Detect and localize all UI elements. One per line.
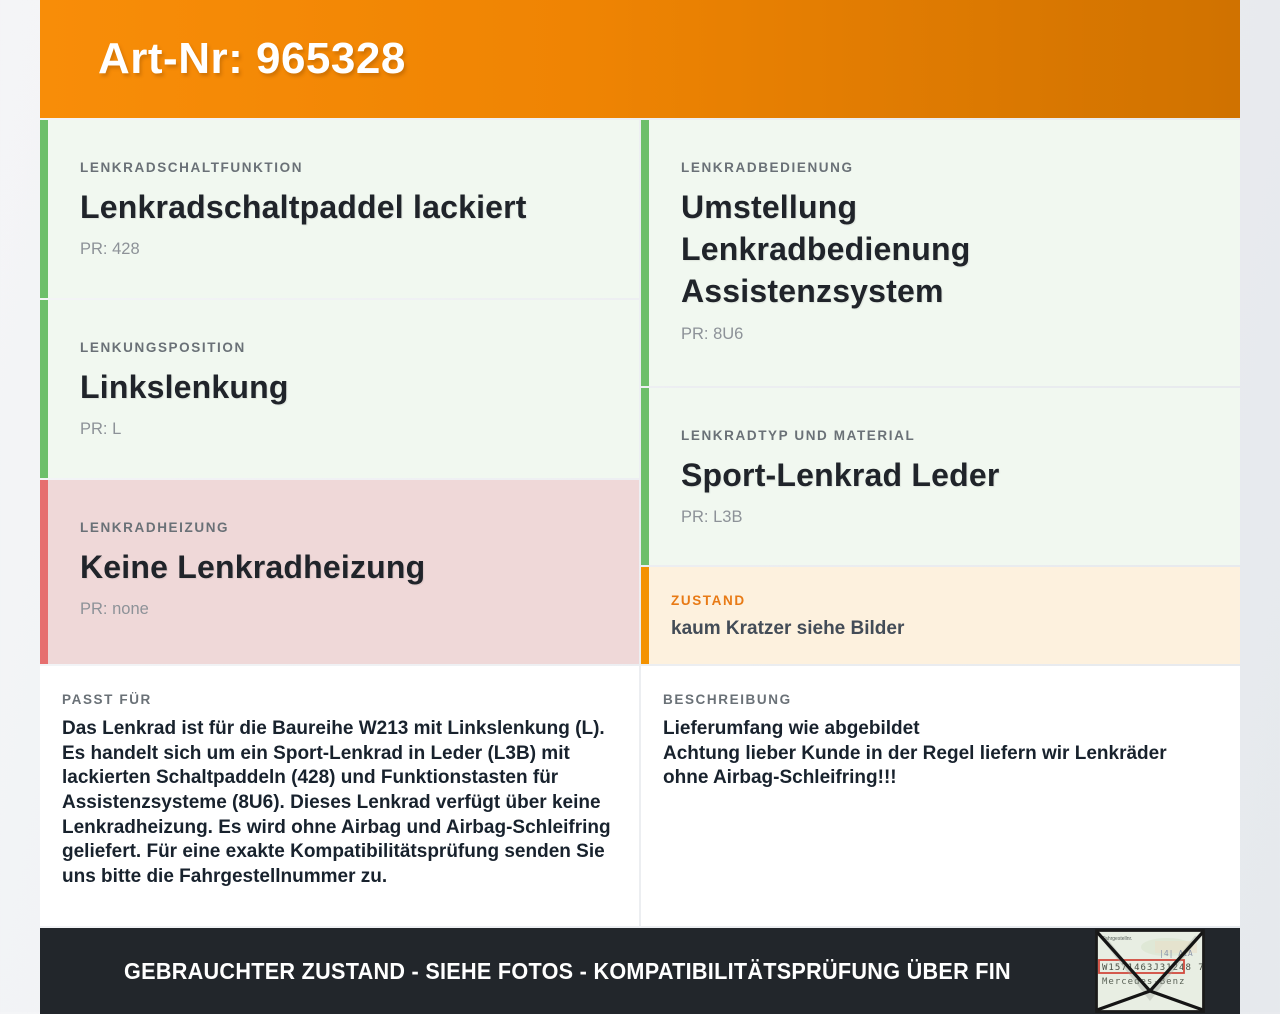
footer-notice: GEBRAUCHTER ZUSTAND - SIEHE FOTOS - KOMPATIBILITÄTSPRÜFUNG ÜBER FIN [124, 957, 1011, 984]
right-column [641, 120, 1240, 926]
listing-page [40, 0, 1240, 1014]
card-label: LENKRADBEDIENUNG [681, 160, 854, 175]
card-label: LENKUNGSPOSITION [80, 340, 246, 355]
card-title: Keine Lenkradheizung [80, 549, 426, 585]
card-label: BESCHREIBUNG [663, 692, 792, 707]
pr-code: PR: L [80, 420, 122, 439]
card-label: ZUSTAND [671, 593, 746, 608]
card-title: Sport-Lenkrad Leder [681, 457, 1000, 493]
card-label: PASST FÜR [62, 692, 152, 707]
description-line: Lieferumfang wie abgebildet [663, 718, 920, 739]
card-title: Lenkradschaltpaddel lackiert [80, 189, 527, 225]
left-column [40, 120, 639, 926]
svg-text:Mercedes-Benz: Mercedes-Benz [1102, 977, 1186, 987]
pr-code: PR: 428 [80, 240, 140, 259]
card-title: Umstellung Lenkradbedienung Assistenzsystem [681, 189, 971, 310]
card-lenkradheizung [40, 480, 639, 664]
header-banner [40, 0, 1240, 118]
envelope-icon [1095, 929, 1205, 1013]
card-label: LENKRADHEIZUNG [80, 520, 230, 535]
svg-text:|4| AiA: |4| AiA [1159, 949, 1193, 958]
pr-code: PR: L3B [681, 508, 743, 527]
card-lenkungsposition [40, 300, 639, 478]
card-passt-fuer [40, 666, 639, 926]
footer-bar [40, 928, 1240, 1014]
card-lenkradschaltfunktion [40, 120, 639, 298]
condition-text: kaum Kratzer siehe Bilder [671, 618, 905, 639]
description-line: Achtung lieber Kunde in der Regel liefern wir Lenkräder ohne Airbag-Schleifring!!! [663, 742, 1167, 789]
card-title: Linkslenkung [80, 369, 289, 405]
card-lenkradbedienung [641, 120, 1240, 386]
card-grid [40, 120, 1240, 926]
svg-text:W1571463J31248 7: W1571463J31248 7 [1102, 963, 1205, 973]
card-label: LENKRADSCHALTFUNKTION [80, 160, 304, 175]
compatibility-text: Das Lenkrad ist für die Baureihe W213 mit Linkslenkung (L). Es handelt sich um ein Sport-Lenkrad in Leder (L3B) mit lackierten Schaltpaddeln (428) und Funktionstasten für Assistenzsysteme (8U6). Dieses Lenkrad verfügt über keine Lenkradheizung. Es wird ohne Airbag und Airbag-Schleifring geliefert. Für eine exakte Kompatibilitätsprüfung senden Sie uns bitte die Fahrgestellnummer zu. [62, 718, 611, 888]
card-zustand [641, 567, 1240, 664]
card-label: LENKRADTYP UND MATERIAL [681, 428, 916, 443]
card-beschreibung [641, 666, 1240, 926]
pr-code: PR: none [80, 600, 149, 619]
card-lenkradtyp [641, 388, 1240, 565]
stamp-doc-label: Fahrgestellnr. [1102, 936, 1133, 942]
pr-code: PR: 8U6 [681, 324, 744, 343]
article-number-title: Art-Nr: 965328 [98, 34, 406, 83]
